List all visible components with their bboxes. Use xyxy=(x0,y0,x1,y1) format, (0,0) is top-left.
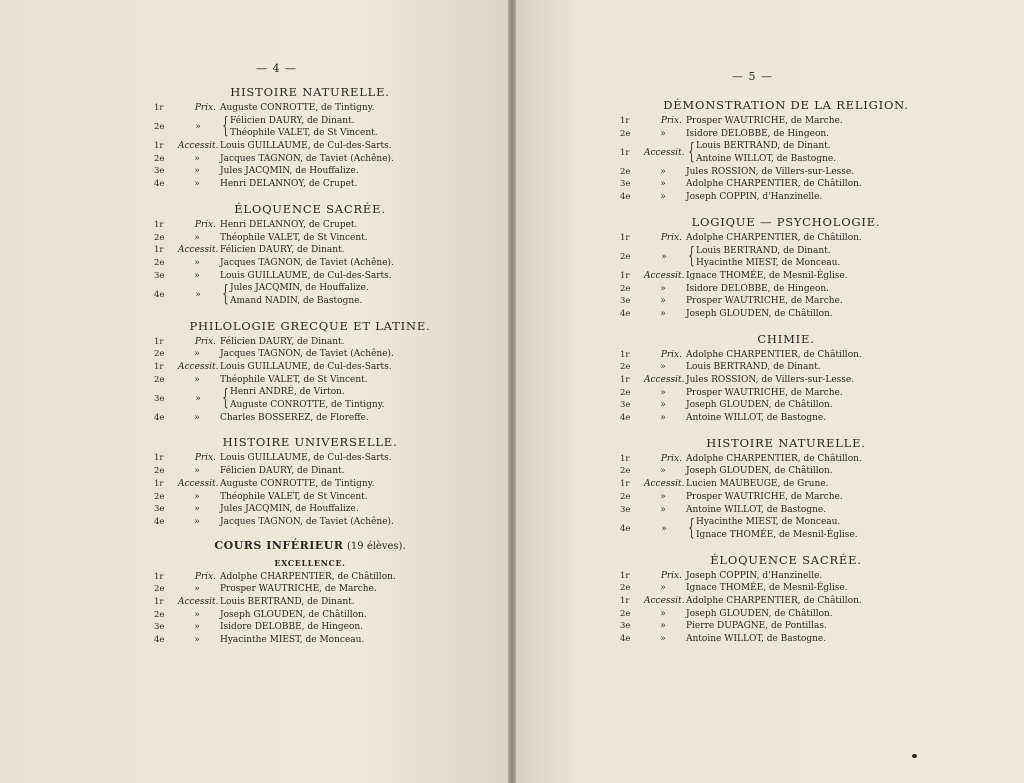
rank-label: 2e xyxy=(154,491,165,502)
laureate-name: Joseph GLOUDEN, de Châtillon. xyxy=(686,400,833,411)
award-row xyxy=(616,465,956,478)
rank-label: 1r xyxy=(154,336,164,347)
page-4 xyxy=(0,0,508,783)
section-title: PHILOLOGIE GRECQUE ET LATINE. xyxy=(189,318,431,333)
award-list xyxy=(616,570,956,646)
award-kind: Accessit. xyxy=(178,362,219,372)
laureate-name: Auguste CONROTTE, de Tintigny. xyxy=(230,400,385,411)
rank-label: 4e xyxy=(154,635,165,645)
brace-icon: { xyxy=(222,281,229,307)
rank-label: 3e xyxy=(154,166,165,177)
award-kind: Prix. xyxy=(660,116,682,126)
rank-label: 4e xyxy=(620,192,631,203)
rank-label: 4e xyxy=(154,179,165,190)
book-gutter xyxy=(508,0,516,783)
award-list xyxy=(150,219,470,308)
laureate-names xyxy=(696,140,956,165)
laureate-name: Joseph COPPIN, d'Hanzinelle. xyxy=(686,192,823,203)
award-row xyxy=(616,453,956,466)
award-row xyxy=(150,348,470,361)
award-row xyxy=(616,633,956,646)
laureate-name: Prosper WAUTRICHE, de Marche. xyxy=(686,116,843,126)
laureate-name: Jacques TAGNON, de Taviet (Achêne). xyxy=(220,516,394,527)
award-row-tied xyxy=(616,245,956,270)
award-kind: Prix. xyxy=(660,232,682,243)
award-kind: » xyxy=(660,413,666,424)
laureate-name: Antoine WILLOT, de Bastogne. xyxy=(686,504,827,515)
rank-label: 1r xyxy=(154,219,164,230)
rank-label: 3e xyxy=(154,394,165,405)
award-list xyxy=(616,232,956,321)
award-kind: Accessit. xyxy=(644,375,685,385)
laureate-name: Isidore DELOBBE, de Hingeon. xyxy=(686,128,830,139)
brace-icon: { xyxy=(222,114,229,140)
rank-label: 1r xyxy=(620,595,630,606)
rank-label: 2e xyxy=(620,283,631,294)
laureate-name: Antoine WILLOT, de Bastogne. xyxy=(686,413,827,424)
award-kind: » xyxy=(660,400,666,411)
rank-label: 1r xyxy=(620,349,630,360)
award-kind: » xyxy=(660,296,666,307)
award-kind: » xyxy=(194,466,200,477)
section-title: HISTOIRE NATURELLE. xyxy=(706,435,866,450)
award-row xyxy=(150,374,470,387)
brace-icon: { xyxy=(688,515,695,541)
award-kind: » xyxy=(194,622,200,633)
laureate-name: Prosper WAUTRICHE, de Marche. xyxy=(686,491,843,502)
award-kind: » xyxy=(195,289,201,300)
laureate-name: Adolphe CHARPENTIER, de Châtillon. xyxy=(686,595,862,606)
laureate-name: Ignace THOMÉE, de Mesnil-Église. xyxy=(696,529,858,540)
award-row xyxy=(150,478,470,491)
award-row xyxy=(150,634,470,647)
award-list xyxy=(616,453,956,542)
award-kind: » xyxy=(660,634,666,644)
laureate-name: Antoine WILLOT, de Bastogne. xyxy=(696,154,837,165)
laureate-name: Louis GUILLAUME, de Cul-des-Sarts. xyxy=(220,453,392,464)
award-row xyxy=(150,596,470,609)
award-row xyxy=(616,128,956,141)
laureate-name: Jules JACQMIN, de Houffalize. xyxy=(230,283,369,294)
laureate-name: Félicien DAURY, de Dinant. xyxy=(220,466,345,477)
laureate-name: Adolphe CHARPENTIER, de Châtillon. xyxy=(686,179,862,190)
rank-label: 1r xyxy=(154,453,164,464)
rank-label: 1r xyxy=(154,478,164,489)
award-row-tied xyxy=(616,516,956,541)
award-row xyxy=(150,336,470,349)
award-kind: » xyxy=(660,362,666,373)
course-title: COURS INFÉRIEUR xyxy=(214,538,344,552)
award-list xyxy=(616,115,956,204)
award-kind: Prix. xyxy=(194,453,216,464)
award-row xyxy=(616,283,956,296)
laureate-name: Louis GUILLAUME, de Cul-des-Sarts. xyxy=(220,141,392,152)
rank-label: 1r xyxy=(154,141,164,152)
award-kind: » xyxy=(660,166,666,177)
laureate-name: Auguste CONROTTE, de Tintigny. xyxy=(220,478,375,489)
laureate-name: Lucien MAUBEUGE, de Grune. xyxy=(686,479,829,490)
award-row xyxy=(150,165,470,178)
rank-label: 1r xyxy=(154,245,164,256)
page-5 xyxy=(516,0,1024,783)
rank-label: 1r xyxy=(154,103,164,113)
laureate-name: Jacques TAGNON, de Taviet (Achêne). xyxy=(220,349,394,360)
award-row-tied xyxy=(616,140,956,165)
award-kind: Prix. xyxy=(660,453,682,464)
ink-spot xyxy=(912,754,917,758)
laureate-name: Joseph GLOUDEN, de Châtillon. xyxy=(686,466,833,477)
laureate-name: Louis BERTRAND, de Dinant. xyxy=(696,245,831,256)
brace-icon: { xyxy=(688,140,695,166)
award-row xyxy=(150,361,470,374)
rank-label: 4e xyxy=(620,634,631,644)
laureate-name: Hyacinthe MIEST, de Monceau. xyxy=(696,517,841,528)
award-row xyxy=(150,516,470,529)
award-list xyxy=(150,336,470,425)
award-row xyxy=(616,232,956,245)
laureate-names xyxy=(696,245,956,270)
laureate-name: Prosper WAUTRICHE, de Marche. xyxy=(686,387,843,398)
rank-label: 4e xyxy=(620,523,631,534)
laureate-name: Hyacinthe MIEST, de Monceau. xyxy=(220,635,365,645)
award-kind: Prix. xyxy=(194,571,216,582)
laureate-name: Ignace THOMÉE, de Mesnil-Église. xyxy=(686,583,848,594)
laureate-name: Jules ROSSION, de Villers-sur-Lesse. xyxy=(686,166,855,177)
rank-label: 3e xyxy=(154,622,165,633)
award-kind: » xyxy=(194,609,200,620)
laureate-name: Jules ROSSION, de Villers-sur-Lesse. xyxy=(686,375,855,385)
section-title: HISTOIRE UNIVERSELLE. xyxy=(222,435,398,450)
rank-label: 2e xyxy=(620,166,631,177)
rank-label: 2e xyxy=(154,609,165,620)
rank-label: 3e xyxy=(154,504,165,515)
award-kind: Prix. xyxy=(194,103,216,113)
award-row xyxy=(616,178,956,191)
rank-label: 4e xyxy=(620,308,631,319)
award-kind: » xyxy=(194,232,200,243)
award-row xyxy=(616,361,956,374)
rank-label: 1r xyxy=(620,232,630,243)
section-title: LOGIQUE — PSYCHOLOGIE. xyxy=(691,214,881,229)
rank-label: 1r xyxy=(620,570,630,581)
laureate-name: Adolphe CHARPENTIER, de Châtillon. xyxy=(686,232,862,243)
award-kind: » xyxy=(660,491,666,502)
award-row xyxy=(150,621,470,634)
award-row xyxy=(616,387,956,400)
laureate-names xyxy=(696,516,956,541)
award-row xyxy=(616,620,956,633)
laureate-name: Joseph GLOUDEN, de Châtillon. xyxy=(686,608,833,619)
award-row xyxy=(616,608,956,621)
page-number: — 4 — xyxy=(256,62,297,75)
laureate-name: Théophile VALET, de St Vincent. xyxy=(220,374,368,385)
rank-label: 1r xyxy=(620,270,630,281)
award-row xyxy=(616,374,956,387)
award-row xyxy=(150,140,470,153)
award-kind: » xyxy=(195,122,201,133)
laureate-name: Amand NADIN, de Bastogne. xyxy=(230,295,363,306)
award-row xyxy=(616,270,956,283)
laureate-name: Théophile VALET, de St Vincent. xyxy=(230,128,378,139)
rank-label: 4e xyxy=(154,412,165,423)
award-kind: » xyxy=(660,608,666,619)
award-kind: Accessit. xyxy=(178,245,219,256)
award-row xyxy=(616,308,956,321)
rank-label: 2e xyxy=(154,466,165,477)
laureate-names xyxy=(230,386,470,411)
award-kind: » xyxy=(194,412,200,423)
rank-label: 2e xyxy=(620,491,631,502)
laureate-name: Félicien DAURY, de Dinant. xyxy=(220,336,345,347)
rank-label: 4e xyxy=(620,413,631,424)
rank-label: 2e xyxy=(620,387,631,398)
award-kind: » xyxy=(660,283,666,294)
award-list xyxy=(616,349,956,425)
award-kind: » xyxy=(660,621,666,632)
award-row-tied xyxy=(150,282,470,307)
award-kind: » xyxy=(660,504,666,515)
award-row xyxy=(150,232,470,245)
award-kind: » xyxy=(194,635,200,645)
rank-label: 1r xyxy=(620,116,630,126)
laureate-name: Félicien DAURY, de Dinant. xyxy=(230,115,355,126)
award-kind: » xyxy=(194,257,200,268)
section-title: CHIMIE. xyxy=(757,331,815,346)
award-kind: Accessit. xyxy=(644,270,685,281)
award-row-tied xyxy=(150,386,470,411)
rank-label: 2e xyxy=(154,584,165,595)
rank-label: 2e xyxy=(154,122,165,133)
rank-label: 3e xyxy=(620,400,631,411)
award-kind: » xyxy=(661,523,667,534)
brace-icon: { xyxy=(688,244,695,270)
rank-label: 2e xyxy=(154,374,165,385)
award-kind: » xyxy=(660,128,666,139)
award-row xyxy=(150,270,470,283)
rank-label: 4e xyxy=(154,516,165,527)
laureate-name: Louis BERTRAND, de Dinant. xyxy=(220,596,355,607)
laureate-name: Félicien DAURY, de Dinant. xyxy=(220,245,345,256)
award-row xyxy=(616,295,956,308)
award-list xyxy=(150,102,470,191)
rank-label: 2e xyxy=(620,466,631,477)
laureate-name: Théophile VALET, de St Vincent. xyxy=(220,491,368,502)
rank-label: 3e xyxy=(620,179,631,190)
laureate-name: Jacques TAGNON, de Taviet (Achêne). xyxy=(220,153,394,164)
award-kind: Prix. xyxy=(194,219,216,230)
laureate-name: Antoine WILLOT, de Bastogne. xyxy=(686,634,827,644)
award-row xyxy=(616,412,956,425)
award-kind: » xyxy=(660,192,666,203)
award-row xyxy=(616,166,956,179)
laureate-name: Louis GUILLAUME, de Cul-des-Sarts. xyxy=(220,362,392,372)
award-row xyxy=(616,349,956,362)
award-row xyxy=(150,571,470,584)
award-kind: Prix. xyxy=(194,336,216,347)
award-row xyxy=(150,452,470,465)
course-heading xyxy=(150,537,470,555)
award-row xyxy=(150,219,470,232)
award-list xyxy=(150,571,470,647)
award-row xyxy=(616,491,956,504)
award-kind: Prix. xyxy=(660,570,682,581)
rank-label: 2e xyxy=(154,232,165,243)
award-kind: » xyxy=(660,387,666,398)
award-row xyxy=(150,244,470,257)
section-title: DÉMONSTRATION DE LA RELIGION. xyxy=(663,98,909,112)
award-kind: » xyxy=(660,583,666,594)
award-row xyxy=(150,178,470,191)
award-row xyxy=(616,115,956,128)
page-content xyxy=(150,82,470,655)
rank-label: 3e xyxy=(620,504,631,515)
rank-label: 1r xyxy=(620,375,630,385)
laureate-name: Isidore DELOBBE, de Hingeon. xyxy=(220,622,364,633)
award-kind: Prix. xyxy=(660,349,682,360)
laureate-name: Joseph GLOUDEN, de Châtillon. xyxy=(686,308,833,319)
section-title: HISTOIRE NATURELLE. xyxy=(230,85,390,99)
award-kind: » xyxy=(194,584,200,595)
rank-label: 3e xyxy=(620,296,631,307)
rank-label: 2e xyxy=(620,128,631,139)
award-kind: » xyxy=(194,153,200,164)
rank-label: 2e xyxy=(620,583,631,594)
award-kind: » xyxy=(195,394,201,405)
award-kind: Accessit. xyxy=(644,148,685,159)
laureate-name: Prosper WAUTRICHE, de Marche. xyxy=(220,584,377,595)
laureate-names xyxy=(230,282,470,307)
award-kind: » xyxy=(194,179,200,190)
laureate-name: Louis BERTRAND, de Dinant. xyxy=(696,141,831,152)
award-kind: » xyxy=(194,504,200,515)
page-content xyxy=(616,95,956,654)
award-row-tied xyxy=(150,115,470,140)
award-kind: » xyxy=(194,270,200,281)
award-kind: » xyxy=(194,166,200,177)
laureate-names xyxy=(230,115,470,140)
laureate-name: Prosper WAUTRICHE, de Marche. xyxy=(686,296,843,307)
award-row xyxy=(150,609,470,622)
award-row xyxy=(616,582,956,595)
rank-label: 3e xyxy=(154,270,165,281)
award-kind: » xyxy=(194,349,200,360)
award-row xyxy=(150,257,470,270)
rank-label: 2e xyxy=(620,252,631,263)
rank-label: 2e xyxy=(620,362,631,373)
award-row xyxy=(150,503,470,516)
award-kind: » xyxy=(660,308,666,319)
rank-label: 3e xyxy=(620,621,631,632)
laureate-name: Charles BOSSEREZ, de Floreffe. xyxy=(220,412,369,423)
award-row xyxy=(616,595,956,608)
award-row xyxy=(150,583,470,596)
award-row xyxy=(616,570,956,583)
rank-label: 1r xyxy=(620,453,630,464)
award-kind: Accessit. xyxy=(644,595,685,606)
award-kind: Accessit. xyxy=(178,478,219,489)
rank-label: 2e xyxy=(154,257,165,268)
award-kind: Accessit. xyxy=(178,596,219,607)
laureate-name: Jules JACQMIN, de Houffalize. xyxy=(220,504,359,515)
laureate-name: Jacques TAGNON, de Taviet (Achêne). xyxy=(220,257,394,268)
laureate-name: Louis GUILLAUME, de Cul-des-Sarts. xyxy=(220,270,392,281)
award-kind: » xyxy=(660,179,666,190)
rank-label: 1r xyxy=(620,479,630,490)
rank-label: 2e xyxy=(620,608,631,619)
laureate-name: Louis BERTRAND, de Dinant. xyxy=(686,362,821,373)
rank-label: 1r xyxy=(154,596,164,607)
laureate-name: Henri DELANNOY, de Crupet. xyxy=(220,179,358,190)
section-title: ÉLOQUENCE SACRÉE. xyxy=(234,201,386,216)
award-list xyxy=(150,452,470,528)
award-kind: Accessit. xyxy=(178,141,219,152)
award-kind: » xyxy=(660,466,666,477)
award-row xyxy=(150,465,470,478)
rank-label: 1r xyxy=(620,148,630,159)
award-kind: » xyxy=(661,252,667,263)
award-kind: » xyxy=(194,374,200,385)
rank-label: 4e xyxy=(154,289,165,300)
award-row xyxy=(616,191,956,204)
award-row xyxy=(616,504,956,517)
award-row xyxy=(150,491,470,504)
award-kind: » xyxy=(194,516,200,527)
student-count: (19 élèves). xyxy=(347,540,406,552)
laureate-name: Henri ANDRÉ, de Virton. xyxy=(230,387,345,398)
brace-icon: { xyxy=(222,386,229,412)
award-row xyxy=(150,153,470,166)
award-kind: Accessit. xyxy=(644,479,685,490)
laureate-name: Théophile VALET, de St Vincent. xyxy=(220,232,368,243)
award-row xyxy=(616,399,956,412)
rank-label: 1r xyxy=(154,362,164,372)
laureate-name: Isidore DELOBBE, de Hingeon. xyxy=(686,283,830,294)
laureate-name: Henri DELANNOY, de Crupet. xyxy=(220,219,358,230)
laureate-name: Hyacinthe MIEST, de Monceau. xyxy=(696,258,841,269)
laureate-name: Adolphe CHARPENTIER, de Châtillon. xyxy=(686,453,862,464)
page-number: — 5 — xyxy=(732,70,773,83)
laureate-name: Adolphe CHARPENTIER, de Châtillon. xyxy=(220,571,396,582)
laureate-name: Ignace THOMÉE, de Mesnil-Église. xyxy=(686,270,848,281)
section-title: ÉLOQUENCE SACRÉE. xyxy=(710,552,862,567)
award-kind: » xyxy=(194,491,200,502)
laureate-name: Jules JACQMIN, de Houffalize. xyxy=(220,166,359,177)
laureate-name: Adolphe CHARPENTIER, de Châtillon. xyxy=(686,349,862,360)
laureate-name: Joseph COPPIN, d'Hanzinelle. xyxy=(686,570,823,581)
award-row xyxy=(150,102,470,115)
laureate-name: Joseph GLOUDEN, de Châtillon. xyxy=(220,609,367,620)
subsection-title: EXCELLENCE. xyxy=(274,557,346,568)
rank-label: 2e xyxy=(154,349,165,360)
rank-label: 2e xyxy=(154,153,165,164)
laureate-name: Pierre DUPAGNE, de Pontillas. xyxy=(686,621,827,632)
award-row xyxy=(616,478,956,491)
laureate-name: Auguste CONROTTE, de Tintigny. xyxy=(220,103,375,113)
award-row xyxy=(150,412,470,425)
rank-label: 1r xyxy=(154,571,164,582)
